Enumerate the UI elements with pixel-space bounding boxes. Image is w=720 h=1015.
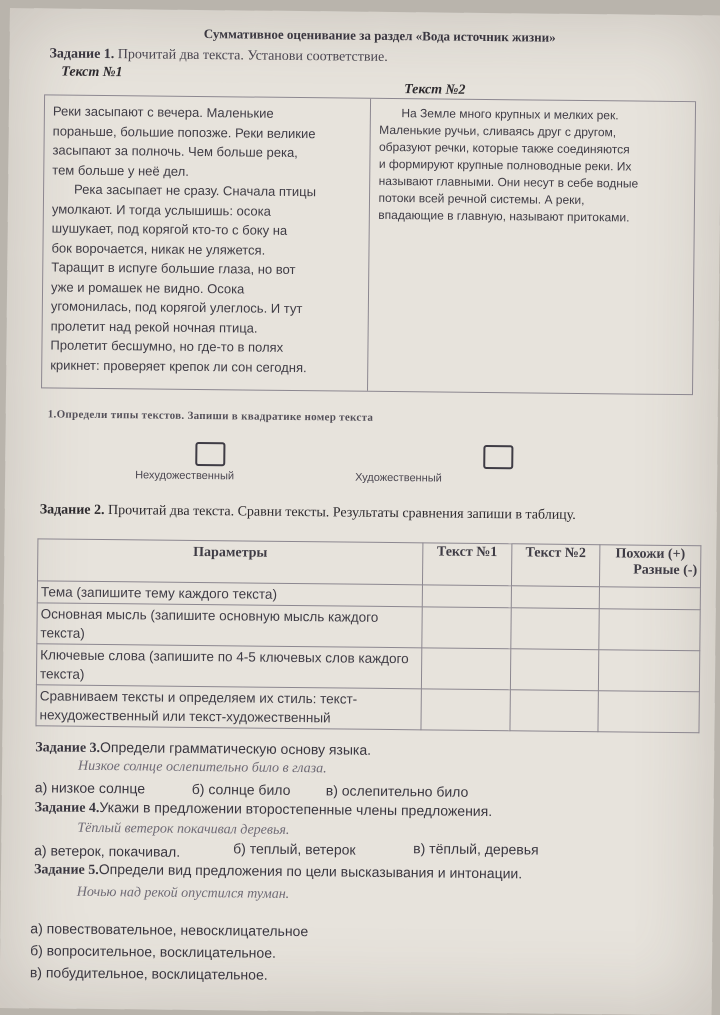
- text1-line: шушукает, под корягой кто-то с боку на: [51, 220, 288, 238]
- task4-option-c[interactable]: в) тёплый, деревья: [413, 840, 539, 858]
- answer-cell[interactable]: [510, 690, 599, 732]
- text1-line: Таращит в испуге большие глаза, но вот: [51, 259, 296, 278]
- task4-example: Тёплый ветерок покачивал деревья.: [77, 820, 290, 838]
- task4-option-a[interactable]: а) ветерок, покачивал.: [34, 842, 181, 860]
- header-similar: [600, 545, 701, 588]
- text1-line: Реки засыпают с вечера. Маленькие: [52, 103, 274, 121]
- answer-cell[interactable]: [599, 587, 700, 610]
- text1-line: угомонилась, под корягой улеглось. И тут: [50, 298, 303, 317]
- task3-example: Низкое солнце ослепительно било в глаза.: [77, 758, 327, 777]
- task4-label: Задание 4.: [34, 800, 100, 816]
- table-header-row: [38, 539, 701, 588]
- header-similar-label: Похожи (+): [615, 546, 686, 563]
- answer-cell[interactable]: [422, 585, 511, 608]
- answer-cell[interactable]: [421, 689, 510, 731]
- task3-option-b[interactable]: б) солнце било: [191, 780, 291, 798]
- row-param: Ключевые слова (запишите по 4-5 ключевых слов каждого текста): [36, 644, 421, 689]
- answer-box-nonfiction[interactable]: [195, 442, 225, 466]
- answer-cell[interactable]: [510, 608, 599, 650]
- task4-option-b[interactable]: б) теплый, ветерок: [233, 840, 356, 858]
- task2-text: Прочитай два текста. Сравни тексты. Результаты сравнения запиши в таблицу.: [107, 503, 576, 523]
- text1-line: умолкают. И тогда услышишь: осока: [51, 200, 271, 219]
- task3-text: Определи грамматическую основу языка.: [100, 738, 372, 758]
- header-text1: Текст №1: [422, 543, 511, 586]
- text1-line: бок ворочается, никак не уляжется.: [51, 239, 266, 258]
- answer-cell[interactable]: [510, 649, 599, 691]
- task1-heading: [49, 46, 387, 66]
- task3-heading: [35, 738, 371, 760]
- task3-option-a[interactable]: а) низкое солнце: [34, 779, 146, 797]
- answer-cell[interactable]: [599, 609, 700, 651]
- header-text2: Текст №2: [511, 544, 600, 587]
- task2-heading: [40, 501, 700, 526]
- table-row: [36, 685, 699, 733]
- answer-cell[interactable]: [598, 691, 699, 733]
- text1-column: [42, 95, 372, 390]
- task5-example: Ночью над рекой опустился туман.: [76, 884, 290, 902]
- text2-line: потоки всей речной системы. А реки,: [378, 190, 585, 208]
- task2-label: Задание 2.: [39, 502, 105, 519]
- task1-text: Прочитай два текста. Установи соответствие.: [117, 47, 388, 65]
- text2-line: образуют речки, которые также соединяются: [378, 139, 630, 157]
- text1-line: засыпают за полночь. Чем больше река,: [52, 142, 298, 161]
- row-param: Основная мысль (запишите основную мысль каждого текста): [37, 603, 422, 648]
- text2-line: На Земле много крупных и мелких рек.: [401, 106, 619, 123]
- task1-label: Задание 1.: [49, 46, 115, 63]
- task5-option-c[interactable]: в) побудительное, восклицательное.: [29, 964, 268, 983]
- answer-cell[interactable]: [599, 650, 700, 692]
- text2-label: Текст №2: [404, 82, 466, 98]
- comparison-table: [35, 538, 701, 733]
- task5-option-b[interactable]: б) вопросительное, восклицательное.: [30, 942, 277, 961]
- header-params: Параметры: [38, 539, 423, 585]
- text2-column: [368, 99, 695, 394]
- option-fiction-label: Художественный: [355, 471, 442, 485]
- option-nonfiction-label: Нехудожественный: [135, 469, 235, 483]
- text1-label: Текст №1: [61, 64, 123, 81]
- text2-line: и формируют крупные полноводные реки. Их: [378, 156, 632, 174]
- text2-line: Маленькие ручьи, сливаясь друг с другом,: [379, 122, 617, 140]
- text2-line: впадающие в главную, называют притоками.: [378, 207, 630, 225]
- task5-label: Задание 5.: [33, 862, 99, 878]
- text1-line: крикнет: проверяет крепок ли сон сегодня.: [50, 356, 307, 375]
- text1-line: Река засыпает не сразу. Сначала птицы: [74, 181, 317, 200]
- header-different-label: Разные (-): [633, 562, 698, 579]
- answer-cell[interactable]: [421, 648, 510, 690]
- table-row: [36, 644, 699, 692]
- table-row: [37, 603, 700, 651]
- answer-cell[interactable]: [511, 586, 600, 609]
- text1-line: пораньше, большие попозже. Реки великие: [52, 122, 316, 141]
- task5-heading: [34, 860, 522, 883]
- page-title: Суммативное оценивание за раздел «Вода источник жизни»: [203, 26, 556, 45]
- text2-line: называют главными. Они несут в себе водные: [378, 173, 639, 191]
- row-param: Тема (запишите тему каждого текста): [37, 581, 422, 607]
- answer-cell[interactable]: [422, 607, 511, 649]
- text1-line: Пролетит бесшумно, но где-то в полях: [50, 337, 284, 355]
- task5-text: Определи вид предложения по цели высказывания и интонации.: [98, 860, 523, 882]
- texts-table: [41, 94, 696, 395]
- task5-option-a[interactable]: а) повествовательное, невосклицательное: [30, 920, 309, 940]
- task4-text: Укажи в предложении второстепенные члены предложения.: [99, 798, 493, 820]
- text1-line: пролетит над рекой ночная птица.: [50, 317, 258, 336]
- text1-line: уже и ромашек не видно. Осока: [51, 278, 245, 296]
- task3-label: Задание 3.: [35, 740, 101, 756]
- answer-box-fiction[interactable]: [483, 445, 513, 469]
- text1-line: тем больше у неё дел.: [52, 161, 189, 179]
- row-param: Сравниваем тексты и определяем их стиль: текст-нехудожественный или текст-художественный: [36, 685, 421, 730]
- task3-option-c[interactable]: в) ослепительно било: [325, 782, 469, 800]
- task4-heading: [35, 798, 493, 821]
- question1-text: 1.Определи типы текстов. Запиши в квадратике номер текста: [47, 408, 374, 424]
- worksheet-page: [0, 8, 720, 1015]
